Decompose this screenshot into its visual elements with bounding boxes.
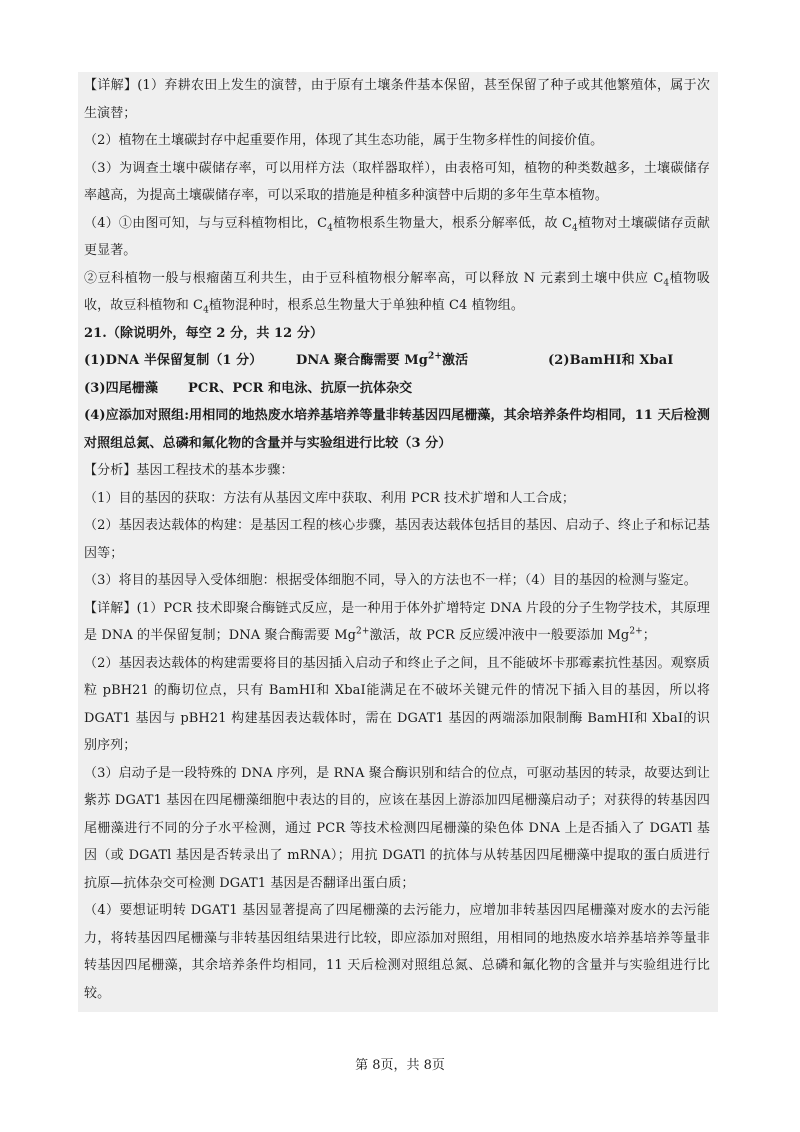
detail-paragraph-5: ②豆科植物一般与根瘤菌互利共生，由于豆科植物根分解率高，可以释放 N 元素到土壤中供应 $C_4$植物吸收，故豆科植物和 $C_4$植物混种时，根系总生物量大于单独种植 C4 植物组。: [84, 270, 710, 316]
analysis-step-2: （2）基因表达载体的构建：是基因工程的核心步骤，基因表达载体包括目的基因、启动子、终止子和标记基因等；: [84, 518, 710, 561]
document-body: [78, 72, 718, 1012]
explanation-2: （2）基因表达载体的构建需要将目的基因插入启动子和终止子之间，且不能破坏卡那霉素抗性基因。观察质粒 pBH21 的酶切位点，只有 BamHI和 XbaI能满足在不破坏关键元件的情况下插入目的基因，所以将 DGAT1 基因与 pBH21 构建基因表达载体时，需在 DGAT1 基因的两端添加限制酶 BamHI和 XbaI的识别序列；: [84, 655, 710, 753]
detail-paragraph-2: （2）植物在土壤碳封存中起重要作用，体现了其生态功能，属于生物多样性的间接价值。: [84, 133, 604, 148]
detail-paragraph-3: （3）为调查土壤中碳储存率，可以用样方法（取样器取样），由表格可知，植物的种类数越多，土壤碳储存率越高，为提高土壤碳储存率，可以采取的措施是种植多种演替中后期的多年生草本植物。: [84, 160, 710, 203]
analysis-step-3: （3）将目的基因导入受体细胞：根据受体细胞不同，导入的方法也不一样；（4）目的基因的检测与鉴定。: [84, 573, 697, 588]
answer-1b: DNA 聚合酶需要 $Mg^{2+}$激活: [296, 351, 469, 368]
answer-row-1: [84, 347, 710, 375]
answer-1: (1)DNA 半保留复制（1 分）: [84, 353, 263, 368]
analysis-head: 【分析】基因工程技术的基本步骤：: [84, 463, 294, 478]
answer-2: (2)BamHI和 XbaI: [548, 353, 674, 368]
answer-3b: PCR、PCR 和电泳、抗原一抗体杂交: [188, 380, 413, 396]
answer-row-2: [84, 375, 710, 403]
explanation-3: （3）启动子是一段特殊的 DNA 序列，是 RNA 聚合酶识别和结合的位点，可驱动基因的转录，故要达到让紫苏 DGAT1 基因在四尾栅藻细胞中表达的目的，应该在基因上游添加四尾栅藻启动子；对获得的转基因四尾栅藻进行不同的分子水平检测，通过 PCR 等技术检测四尾栅藻的染色体 DNA 上是否插入了 DGATl 基因（或 DGATl 基因是否转录出了 mRNA）；用抗 DGATl 的抗体与从转基因四尾栅藻中提取的蛋白质进行抗原—抗体杂交可检测 DGAT1 基因是否翻译出蛋白质；: [84, 765, 710, 891]
detail-paragraph-4: （4）①由图可知，与与豆科植物相比，$C_4$植物根系生物量大，根系分解率低，故 $C_4$植物对土壤碳储存贡献更显著。: [84, 215, 710, 258]
explanation-4: （4）要想证明转 DGAT1 基因显著提高了四尾栅藻的去污能力，应增加非转基因四尾栅藻对废水的去污能力，将转基因四尾栅藻与非转基因组结果进行比较，即应添加对照组，用相同的地热废水培养基培养等量非转基因四尾栅藻，其余培养条件均相同，11 天后检测对照组总氮、总磷和氟化物的含量并与实验组进行比较。: [84, 903, 710, 1001]
answer-4: (4)应添加对照组:用相同的地热废水培养基培养等量非转基因四尾栅藻，其余培养条件均相同，11 天后检测对照组总氮、总磷和氟化物的含量并与实验组进行比较（3 分）: [84, 408, 710, 451]
detail-paragraph-1: 【详解】(1）弃耕农田上发生的演替，由于原有土壤条件基本保留，甚至保留了种子或其他繁殖体，属于次生演替；: [84, 78, 710, 121]
explanation-1: 【详解】(1）PCR 技术即聚合酶链式反应，是一种用于体外扩增特定 DNA 片段的分子生物学技术，其原理是 DNA 的半保留复制；DNA 聚合酶需要 $Mg^{2+}$激活，故 PCR 反应缓冲液中一般要添加 $Mg^{2+}$；: [84, 600, 710, 643]
answer-3a: (3)四尾栅藻: [84, 380, 159, 396]
analysis-step-1: （1）目的基因的获取：方法有从基因文库中获取、利用 PCR 技术扩增和人工合成；: [84, 490, 576, 506]
page-number: 第 8页，共 8页: [355, 1058, 445, 1073]
question-21-header: 21.（除说明外，每空 2 分，共 12 分）: [84, 325, 324, 341]
